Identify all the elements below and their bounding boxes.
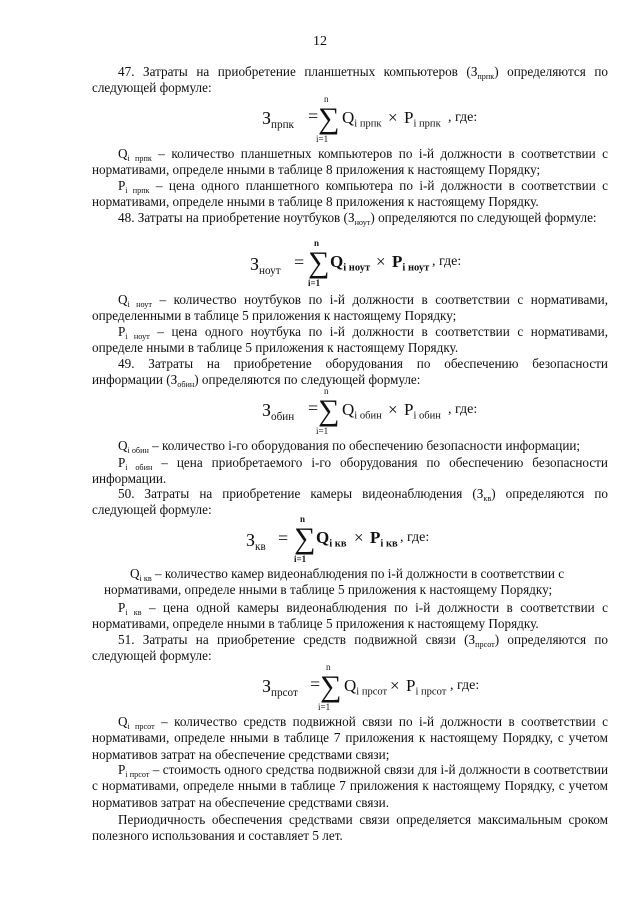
definition-q-48: $Q_{i ноут}$ – количество ноутбуков по i-й должности в соответствии с нормативами, определенными в таблице 5 приложения к настоящему Порядку; <box>92 292 609 324</box>
formula-51: $З_{прсот}$ = n ∑ i=1 $Q_{i прсот}$ × $P_{i прсот}$ , где: <box>262 662 480 712</box>
paragraph-48-intro: 48. Затраты на приобретение ноутбуков $(З_{ноут})$ определяются по следующей формуле: <box>118 210 597 227</box>
paragraph-51-intro: 51. Затраты на приобретение средств подвижной связи $(З_{прсот})$ определяются по следующей формуле: <box>92 632 608 664</box>
definition-p-50: $P_{i кв}$ – цена одной камеры видеонаблюдения по i-й должности в соответствии с нормативами, определе нными в таблице 5 приложения к настоящему Порядку. <box>92 600 608 632</box>
formula-50: $З_{кв}$ = n ∑ i=1 $Q_{i кв}$ × $P_{i кв}$ , где: <box>246 514 430 564</box>
definition-q-50: $Q_{i кв}$ – количество камер видеонаблюдения по i-й должности в соответствии с нормативами, определе нными в таблице 5 приложения к настоящему Порядку; <box>104 566 565 598</box>
formula-49: $З_{обин}$ = n ∑ i=1 $Q_{i обин}$ × $P_{i обин}$ , где: <box>262 386 478 436</box>
paragraph-49-intro: 49. Затраты на приобретение оборудования по обеспечению безопасности информации $(З_{обин})$ определяются по следующей формуле: <box>92 356 608 390</box>
definition-p-49: $P_{i обин}$ – цена приобретаемого i-го оборудования по обеспечению безопасности информации. <box>92 455 608 487</box>
definition-p-47: $P_{i прпк}$ – цена одного планшетного компьютера по i-й должности в соответствии с нормативами, определе нными в таблице 8 приложения к настоящему Порядку. <box>92 178 608 210</box>
sum-sign: ∑ <box>320 670 342 703</box>
sum-sign: ∑ <box>308 246 330 279</box>
formula-47: $З_{прпк}$ = n ∑ i=1 $Q_{i прпк}$ × $P_{i прпк}$ , где: <box>262 94 478 144</box>
definition-p-48: $P_{i ноут}$ – цена одного ноутбука по i-й должности в соответствии с нормативами, определе нными в таблице 5 приложения к настоящему Порядку. <box>92 324 608 356</box>
sum-sign: ∑ <box>294 522 316 555</box>
paragraph-47-intro: 47. Затраты на приобретение планшетных компьютеров $(З_{прпк})$ определяются по следующей формуле: <box>92 64 608 96</box>
definition-q-47: $Q_{i прпк}$ – количество планшетных компьютеров по i-й должности в соответствии с нормативами, определе нными в таблице 8 приложения к настоящему Порядку; <box>92 146 608 178</box>
definition-p-51: $P_{i прсот}$ – стоимость одного средства подвижной связи для i-й должности в соответствии с нормативами, определе нными в таблице 7 приложения к настоящему Порядку, с учетом нормативов затрат на обеспечение средствами связи. <box>92 762 609 810</box>
definition-q-51: $Q_{i прсот}$ – количество средств подвижной связи по i-й должности в соответствии с нормативами, определе нными в таблице 7 приложения к настоящему Порядку, с учетом нормативов затрат на обеспечение средствами связи; <box>92 714 608 762</box>
paragraph-50-intro: 50. Затраты на приобретение камеры видеонаблюдения $(З_{кв})$ определяются по следующей формуле: <box>92 486 608 518</box>
definition-q-49: $Q_{i обин}$ – количество i-го оборудования по обеспечению безопасности информации; <box>118 438 581 455</box>
sum-sign: ∑ <box>318 394 340 427</box>
closing-paragraph: Периодичность обеспечения средствами связи определяется максимальным сроком полезного использования и составляет 5 лет. <box>92 812 608 844</box>
page-number: 12 <box>313 34 327 49</box>
sum-sign: ∑ <box>318 102 340 135</box>
formula-48: $З_{ноут}$ = n ∑ i=1 $Q_{i ноут}$ × $P_{i ноут}$ , где: <box>250 238 462 288</box>
